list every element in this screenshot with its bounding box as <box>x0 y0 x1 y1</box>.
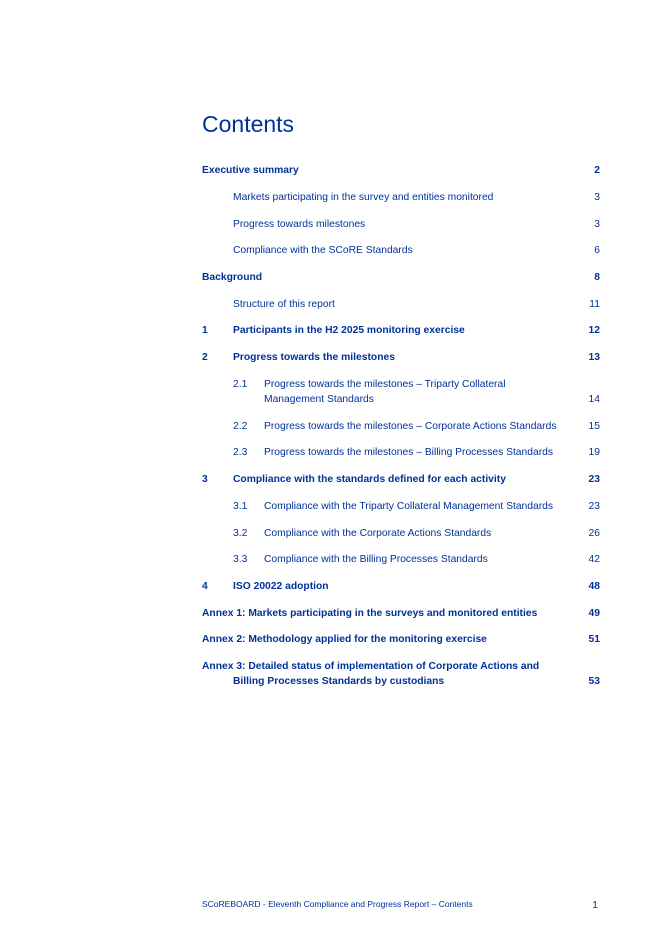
toc-entry-number: 2.2 <box>233 421 248 432</box>
toc-entry-label: Progress towards the milestones – Triparty Collateral Management Standards <box>264 379 506 405</box>
toc-entry-page: 15 <box>588 421 600 432</box>
toc-entry-number: 3.1 <box>233 501 248 512</box>
toc-entry-page: 12 <box>588 325 600 336</box>
toc-entry-page: 6 <box>594 245 600 256</box>
toc-entry-label: Progress towards the milestones <box>233 352 395 363</box>
toc-entry-label: ISO 20022 adoption <box>233 581 329 592</box>
toc-entry-page: 11 <box>589 299 600 310</box>
toc-entry-page: 23 <box>588 474 600 485</box>
toc-entry-number: 2 <box>202 352 208 363</box>
toc-entry-page: 8 <box>594 272 600 283</box>
toc-entry-number: 3.2 <box>233 528 248 539</box>
toc-entry-label: Annex 2: Methodology applied for the monitoring exercise <box>202 634 487 645</box>
toc-entry-label <box>202 659 562 689</box>
toc-entry-number: 3.3 <box>233 554 248 565</box>
toc-entry-label: Compliance with the Billing Processes Standards <box>264 554 488 565</box>
toc-entry-page: 42 <box>588 554 600 565</box>
toc-entry-label: Annex 1: Markets participating in the surveys and monitored entities <box>202 608 538 619</box>
toc-entry-label: Executive summary <box>202 165 299 176</box>
toc-entry-label: Compliance with the Corporate Actions Standards <box>264 528 492 539</box>
toc-entry-label: Participants in the H2 2025 monitoring exercise <box>233 325 465 336</box>
toc-entry-label: Background <box>202 272 263 283</box>
page-title: Contents <box>202 111 295 137</box>
toc-entry-number: 1 <box>202 325 208 336</box>
footer-text: SCoREBOARD - Eleventh Compliance and Progress Report – Contents <box>202 899 473 909</box>
toc-entry-page: 2 <box>594 165 600 176</box>
toc-entry-page: 23 <box>588 501 600 512</box>
toc-entry-page: 51 <box>588 634 600 645</box>
toc-entry-number: 4 <box>202 581 208 592</box>
footer-page-number: 1 <box>592 900 598 911</box>
toc-entry-page: 26 <box>588 528 600 539</box>
toc-entry-page: 14 <box>588 394 600 405</box>
toc-entry-label: Markets participating in the survey and entities monitored <box>233 192 494 203</box>
toc-entry-page: 53 <box>588 676 600 687</box>
toc-entry-label: Progress towards the milestones – Billing Processes Standards <box>264 447 554 458</box>
toc-entry-number: 3 <box>202 474 208 485</box>
toc-entry-label: Progress towards the milestones – Corporate Actions Standards <box>264 421 557 432</box>
toc-entry-page: 19 <box>588 447 600 458</box>
toc-entry-number: 2.3 <box>233 447 248 458</box>
toc-entry-page: 3 <box>594 192 600 203</box>
toc-entry-page: 48 <box>588 581 600 592</box>
toc-entry-label: Compliance with the Triparty Collateral Management Standards <box>264 501 554 512</box>
toc-entry-label: Progress towards milestones <box>233 219 366 230</box>
toc-entry-number: 2.1 <box>233 379 248 390</box>
toc-entry-label: Compliance with the standards defined for each activity <box>233 474 506 485</box>
toc-entry-label: Compliance with the SCoRE Standards <box>233 245 413 256</box>
toc-entry-label-line-2: Billing Processes Standards by custodians <box>233 676 445 687</box>
toc-entry-label: Structure of this report <box>233 299 335 310</box>
toc-entry-page: 3 <box>594 219 600 230</box>
toc-entry-label-line-1: Annex 3: Detailed status of implementation of Corporate Actions and <box>202 661 540 672</box>
toc-entry-page: 13 <box>588 352 600 363</box>
toc-entry-page: 49 <box>588 608 600 619</box>
